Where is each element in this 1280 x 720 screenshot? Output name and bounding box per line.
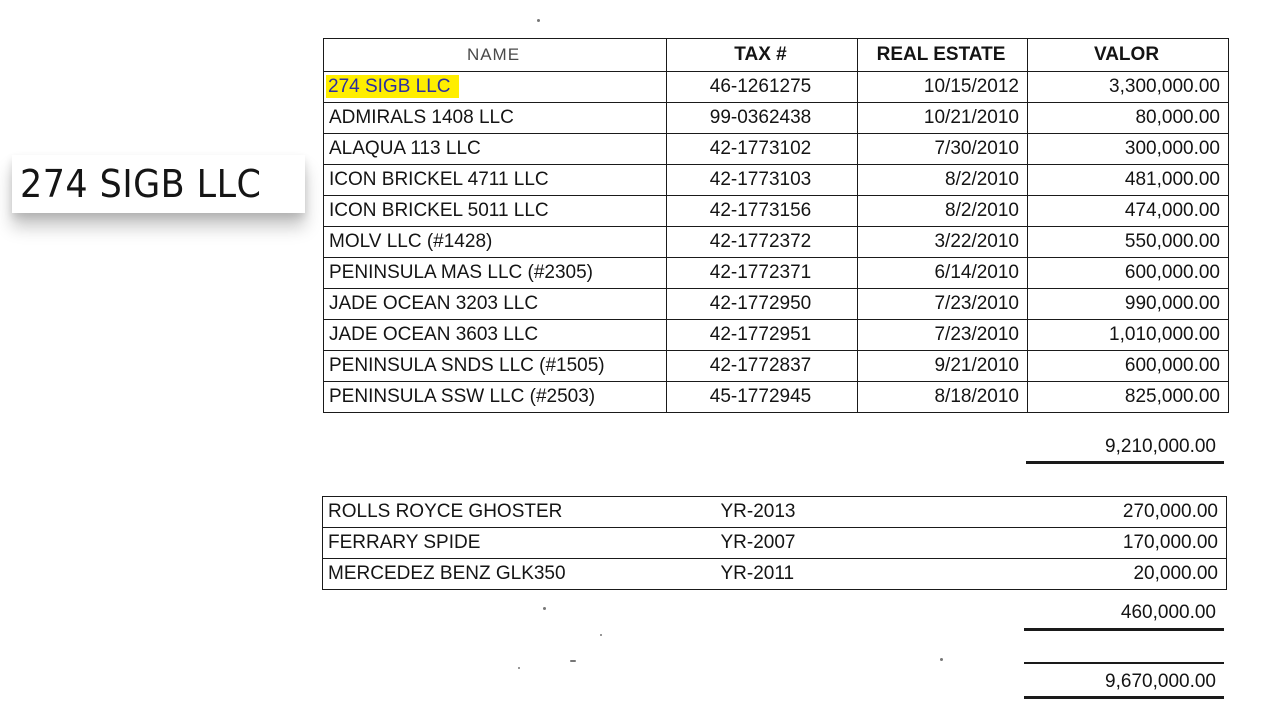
- cell-date: 10/15/2012: [858, 72, 1028, 103]
- table-row: [324, 382, 1229, 413]
- cell-date: 7/30/2010: [858, 134, 1028, 165]
- scan-speck: [518, 667, 520, 669]
- vehicles-table: [322, 496, 1227, 590]
- highlighted-name: 274 SIGB LLC: [326, 75, 459, 98]
- cell-year: YR-2013: [695, 497, 945, 528]
- cell-valor: 300,000.00: [1028, 134, 1229, 165]
- table-row: [323, 559, 1227, 590]
- header-valor: VALOR: [1028, 39, 1229, 72]
- scan-speck: [543, 607, 546, 610]
- table-row: [324, 196, 1229, 227]
- cell-date: 8/2/2010: [858, 165, 1028, 196]
- cell-tax: 46-1261275: [667, 72, 858, 103]
- cell-tax: 42-1772371: [667, 258, 858, 289]
- table-row: [324, 320, 1229, 351]
- vehicles-total: 460,000.00: [1120, 602, 1216, 623]
- table-row: [324, 351, 1229, 382]
- table-row: [324, 258, 1229, 289]
- cell-name: [324, 72, 667, 103]
- cell-valor: 600,000.00: [1028, 351, 1229, 382]
- cell-valor: 825,000.00: [1028, 382, 1229, 413]
- cell-date: 7/23/2010: [858, 289, 1028, 320]
- cell-name: PENINSULA SNDS LLC (#1505): [324, 351, 667, 382]
- cell-date: 7/23/2010: [858, 320, 1028, 351]
- cell-date: 3/22/2010: [858, 227, 1028, 258]
- table-row: [324, 165, 1229, 196]
- cell-name: JADE OCEAN 3203 LLC: [324, 289, 667, 320]
- cell-date: 8/18/2010: [858, 382, 1028, 413]
- table-row: [324, 227, 1229, 258]
- cell-vehicle: ROLLS ROYCE GHOSTER: [323, 497, 695, 528]
- cell-year: YR-2007: [695, 528, 945, 559]
- scan-speck: [940, 658, 943, 661]
- cell-tax: 42-1773156: [667, 196, 858, 227]
- table-row: [324, 103, 1229, 134]
- cell-tax: 45-1772945: [667, 382, 858, 413]
- vehicles-total-underline: [1024, 628, 1224, 631]
- cell-date: 10/21/2010: [858, 103, 1028, 134]
- cell-name: JADE OCEAN 3603 LLC: [324, 320, 667, 351]
- cell-year: YR-2011: [695, 559, 945, 590]
- cell-date: 6/14/2010: [858, 258, 1028, 289]
- table-header-row: [324, 39, 1229, 72]
- table-row: [324, 289, 1229, 320]
- cell-name: ICON BRICKEL 4711 LLC: [324, 165, 667, 196]
- cell-tax: 99-0362438: [667, 103, 858, 134]
- cell-tax: 42-1772950: [667, 289, 858, 320]
- cell-value: 170,000.00: [945, 528, 1227, 559]
- cell-name: ICON BRICKEL 5011 LLC: [324, 196, 667, 227]
- cell-valor: 990,000.00: [1028, 289, 1229, 320]
- scan-speck: [600, 634, 602, 636]
- cell-value: 270,000.00: [945, 497, 1227, 528]
- header-name: NAME: [324, 39, 667, 72]
- real-estate-table: [323, 38, 1229, 413]
- cell-valor: 481,000.00: [1028, 165, 1229, 196]
- cell-date: 8/2/2010: [858, 196, 1028, 227]
- real-estate-total: 9,210,000.00: [1105, 436, 1216, 457]
- table-row: [324, 134, 1229, 165]
- cell-vehicle: MERCEDEZ BENZ GLK350: [323, 559, 695, 590]
- cell-valor: 600,000.00: [1028, 258, 1229, 289]
- cell-valor: 550,000.00: [1028, 227, 1229, 258]
- callout-text: 274 SIGB LLC: [20, 162, 262, 206]
- grand-total: 9,670,000.00: [1105, 671, 1216, 692]
- grand-total-overline: [1024, 662, 1224, 664]
- cell-tax: 42-1773103: [667, 165, 858, 196]
- grand-total-underline: [1024, 696, 1224, 699]
- header-tax: TAX #: [667, 39, 858, 72]
- cell-name: PENINSULA MAS LLC (#2305): [324, 258, 667, 289]
- scan-speck: [537, 19, 540, 22]
- table-row: [323, 497, 1227, 528]
- cell-value: 20,000.00: [945, 559, 1227, 590]
- table-row: [323, 528, 1227, 559]
- cell-tax: 42-1773102: [667, 134, 858, 165]
- cell-valor: 1,010,000.00: [1028, 320, 1229, 351]
- header-real-estate: REAL ESTATE: [858, 39, 1028, 72]
- cell-tax: 42-1772372: [667, 227, 858, 258]
- cell-name: PENINSULA SSW LLC (#2503): [324, 382, 667, 413]
- table-row: [324, 72, 1229, 103]
- cell-name: ADMIRALS 1408 LLC: [324, 103, 667, 134]
- cell-valor: 3,300,000.00: [1028, 72, 1229, 103]
- cell-valor: 80,000.00: [1028, 103, 1229, 134]
- cell-tax: 42-1772837: [667, 351, 858, 382]
- highlight-callout: [12, 155, 305, 213]
- cell-tax: 42-1772951: [667, 320, 858, 351]
- cell-name: MOLV LLC (#1428): [324, 227, 667, 258]
- cell-valor: 474,000.00: [1028, 196, 1229, 227]
- cell-name: ALAQUA 113 LLC: [324, 134, 667, 165]
- cell-vehicle: FERRARY SPIDE: [323, 528, 695, 559]
- cell-date: 9/21/2010: [858, 351, 1028, 382]
- subtotal-underline: [1026, 461, 1224, 464]
- scan-speck: [570, 660, 576, 662]
